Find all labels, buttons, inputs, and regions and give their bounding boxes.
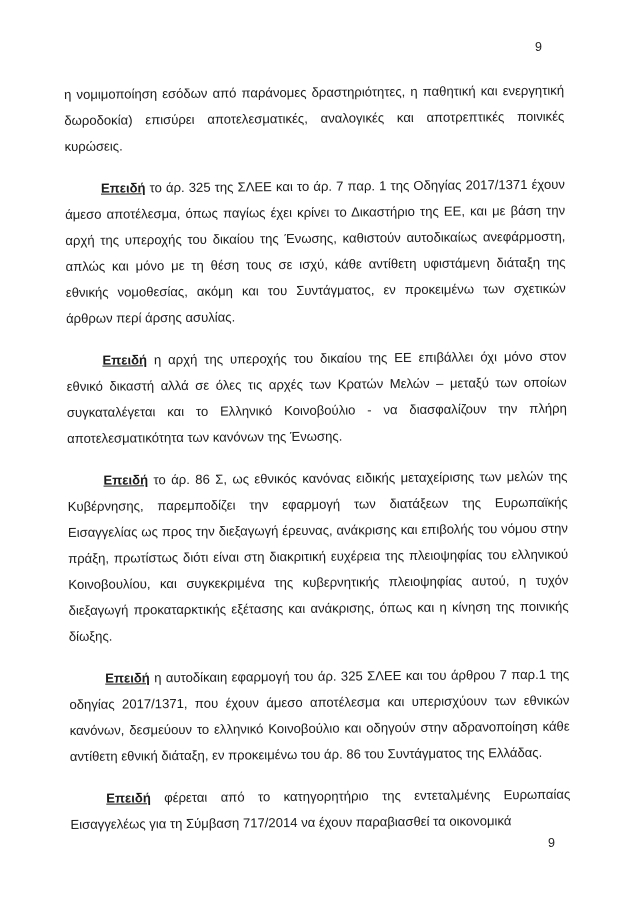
paragraph-article-325 [65, 172, 566, 332]
paragraph-lead: Επειδή [106, 790, 151, 806]
paragraph-text: φέρεται από το κατηγορητήριο της εντεταλμένης Ευρωπαίας Εισαγγελέως για τη Σύμβαση 717/2014 να έχουν παραβιασθεί τα οικονομικά [70, 786, 571, 832]
paragraph-lead: Επειδή [105, 670, 150, 686]
paragraph-lead: Επειδή [103, 472, 149, 488]
paragraph-direct-effect [69, 662, 570, 770]
paragraph-text: το άρ. 325 της ΣΛΕΕ και το άρ. 7 παρ. 1 της Οδηγίας 2017/1371 έχουν άμεσο αποτέλεσμα, όπως παγίως έχει κρίνει το Δικαστήριο της ΕΕ, και με βάση την αρχή της υπεροχής του δικαίου της Ένωσης, καθιστούν αυτοδικαίως ανεφάρμοστη, απλώς και μόνο με τη θέση τους σε ισχύ, κάθε αντίθετη υφιστάμενη διάταξη της εθνικής νομοθεσίας, ακόμη και του Συντάγματος, εν προκειμένω των σχετικών άρθρων περί άρσης ασυλίας. [65, 176, 566, 326]
document-body [64, 78, 571, 854]
paragraph-continuation [64, 78, 565, 160]
paragraph-text: το άρ. 86 Σ, ως εθνικός κανόνας ειδικής μεταχείρισης των μελών της Κυβέρνησης, παρεμποδίζει την εφαρμογή των διατάξεων της Ευρωπαϊκής Εισαγγελίας ως προς την διεξαγωγή έρευνας, ανάκρισης και επιβολής του νόμου στην πράξη, πρωτίστως διότι είναι στη διακριτική ευχέρεια της πλειοψηφίας του ελληνικού Κοινοβουλίου, και συγκεκριμένα της κυβερνητικής πλειοψηφίας αυτού, η τυχόν διεξαγωγή προκαταρκτικής εξέτασης και ανάκρισης, όπως και η κίνηση της ποινικής δίωξης. [67, 468, 569, 644]
paragraph-primacy [66, 344, 567, 452]
paragraph-lead: Επειδή [102, 352, 148, 368]
paragraph-article-86 [67, 464, 569, 650]
paragraph-text: η νομιμοποίηση εσόδων από παράνομες δραστηριότητες, η παθητική και ενεργητική δωροδοκία) επισύρει αποτελεσματικές, αναλογικές και αποτρεπτικές ποινικές κυρώσεις. [64, 82, 565, 154]
paragraph-text: η αρχή της υπεροχής του δικαίου της ΕΕ επιβάλλει όχι μόνο στον εθνικό δικαστή αλλά σε όλες τις αρχές των Κρατών Μελών – μεταξύ των οποίων συγκαταλέγεται και το Ελληνικό Κοινοβούλιο - να διασφαλίζουν την πλήρη αποτελεσματικότητα των κανόνων της Ένωσης. [66, 348, 567, 446]
paragraph-text: η αυτοδίκαιη εφαρμογή του άρ. 325 ΣΛΕΕ και του άρθρου 7 παρ.1 της οδηγίας 2017/1371, που έχουν άμεσο αποτέλεσμα και υπερισχύουν των εθνικών κανόνων, δεσμεύουν το ελληνικό Κοινοβούλιο και οδηγούν στην αδρανοποίηση κάθε αντίθετη εθνική διάταξη, εν προκειμένω του άρ. 86 του Συντάγματος της Ελλάδας. [69, 666, 570, 764]
page-number-top: 9 [535, 40, 542, 54]
page-number-bottom: 9 [548, 836, 555, 850]
paragraph-indictment [70, 782, 570, 838]
paragraph-lead: Επειδή [100, 180, 146, 196]
